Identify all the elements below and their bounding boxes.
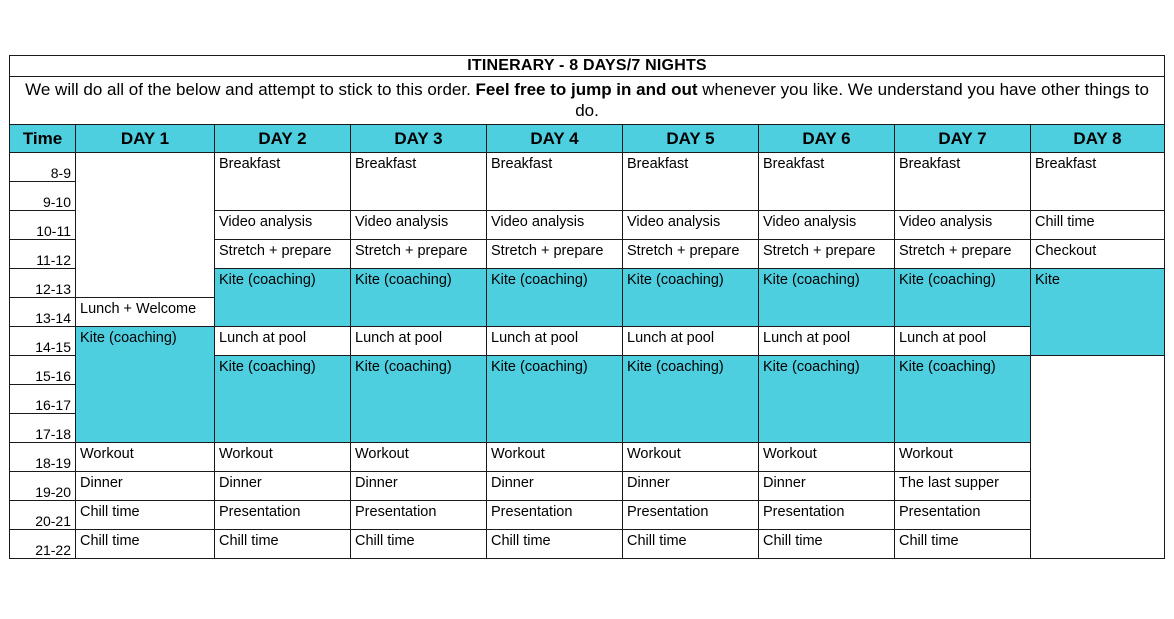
day4-chill: Chill time xyxy=(487,530,623,559)
day5-video: Video analysis xyxy=(623,211,759,240)
day3-video: Video analysis xyxy=(351,211,487,240)
day6-kite-morning: Kite (coaching) xyxy=(759,269,895,327)
day6-presentation: Presentation xyxy=(759,501,895,530)
time-label: 17-18 xyxy=(10,414,76,443)
day1-workout: Workout xyxy=(76,443,215,472)
day6-chill: Chill time xyxy=(759,530,895,559)
time-label: 19-20 xyxy=(10,472,76,501)
day6-lunch: Lunch at pool xyxy=(759,327,895,356)
day5-workout: Workout xyxy=(623,443,759,472)
day1-kite: Kite (coaching) xyxy=(76,327,215,443)
header-day-5: DAY 5 xyxy=(623,125,759,153)
day5-presentation: Presentation xyxy=(623,501,759,530)
day5-breakfast: Breakfast xyxy=(623,153,759,211)
day3-workout: Workout xyxy=(351,443,487,472)
day6-kite-afternoon: Kite (coaching) xyxy=(759,356,895,443)
header-day-3: DAY 3 xyxy=(351,125,487,153)
day5-kite-morning: Kite (coaching) xyxy=(623,269,759,327)
day3-chill: Chill time xyxy=(351,530,487,559)
header-day-6: DAY 6 xyxy=(759,125,895,153)
day7-chill: Chill time xyxy=(895,530,1031,559)
day5-dinner: Dinner xyxy=(623,472,759,501)
day4-dinner: Dinner xyxy=(487,472,623,501)
day2-video: Video analysis xyxy=(215,211,351,240)
intro-text-end: whenever you like. We understand you have other things to do. xyxy=(575,80,1149,120)
day4-kite-afternoon: Kite (coaching) xyxy=(487,356,623,443)
day7-stretch: Stretch + prepare xyxy=(895,240,1031,269)
day6-video: Video analysis xyxy=(759,211,895,240)
day1-chill-1: Chill time xyxy=(76,501,215,530)
day2-presentation: Presentation xyxy=(215,501,351,530)
day7-lunch: Lunch at pool xyxy=(895,327,1031,356)
day1-dinner: Dinner xyxy=(76,472,215,501)
header-day-1: DAY 1 xyxy=(76,125,215,153)
header-day-4: DAY 4 xyxy=(487,125,623,153)
day6-workout: Workout xyxy=(759,443,895,472)
day2-kite-afternoon: Kite (coaching) xyxy=(215,356,351,443)
day5-chill: Chill time xyxy=(623,530,759,559)
time-label: 11-12 xyxy=(10,240,76,269)
day8-breakfast: Breakfast xyxy=(1031,153,1165,211)
day8-empty xyxy=(1031,356,1165,559)
day3-kite-afternoon: Kite (coaching) xyxy=(351,356,487,443)
day4-stretch: Stretch + prepare xyxy=(487,240,623,269)
day7-kite-morning: Kite (coaching) xyxy=(895,269,1031,327)
time-label: 21-22 xyxy=(10,530,76,559)
day3-dinner: Dinner xyxy=(351,472,487,501)
day5-kite-afternoon: Kite (coaching) xyxy=(623,356,759,443)
time-label: 12-13 xyxy=(10,269,76,298)
day7-kite-afternoon: Kite (coaching) xyxy=(895,356,1031,443)
intro-text-start: We will do all of the below and attempt to stick to this order. xyxy=(25,80,476,99)
day8-checkout: Checkout xyxy=(1031,240,1165,269)
day8-chill: Chill time xyxy=(1031,211,1165,240)
day3-kite-morning: Kite (coaching) xyxy=(351,269,487,327)
time-label: 9-10 xyxy=(10,182,76,211)
day2-chill: Chill time xyxy=(215,530,351,559)
day7-presentation: Presentation xyxy=(895,501,1031,530)
day2-kite-morning: Kite (coaching) xyxy=(215,269,351,327)
intro-text-bold: Feel free to jump in and out xyxy=(475,80,698,99)
time-label: 20-21 xyxy=(10,501,76,530)
day7-dinner: The last supper xyxy=(895,472,1031,501)
day3-lunch: Lunch at pool xyxy=(351,327,487,356)
day3-breakfast: Breakfast xyxy=(351,153,487,211)
time-label: 13-14 xyxy=(10,298,76,327)
time-label: 18-19 xyxy=(10,443,76,472)
day1-empty-morning xyxy=(76,153,215,298)
day7-breakfast: Breakfast xyxy=(895,153,1031,211)
day6-breakfast: Breakfast xyxy=(759,153,895,211)
header-day-7: DAY 7 xyxy=(895,125,1031,153)
time-label: 8-9 xyxy=(10,153,76,182)
day2-dinner: Dinner xyxy=(215,472,351,501)
day2-workout: Workout xyxy=(215,443,351,472)
day4-kite-morning: Kite (coaching) xyxy=(487,269,623,327)
day1-chill-2: Chill time xyxy=(76,530,215,559)
time-label: 14-15 xyxy=(10,327,76,356)
itinerary-table xyxy=(9,55,1165,559)
header-day-8: DAY 8 xyxy=(1031,125,1165,153)
itinerary-title: ITINERARY - 8 DAYS/7 NIGHTS xyxy=(10,56,1165,77)
day8-kite: Kite xyxy=(1031,269,1165,356)
itinerary-container xyxy=(9,55,1164,559)
header-day-2: DAY 2 xyxy=(215,125,351,153)
time-label: 16-17 xyxy=(10,385,76,414)
day1-lunch-welcome: Lunch + Welcome xyxy=(76,298,215,327)
day6-stretch: Stretch + prepare xyxy=(759,240,895,269)
day2-breakfast: Breakfast xyxy=(215,153,351,211)
day2-lunch: Lunch at pool xyxy=(215,327,351,356)
day4-lunch: Lunch at pool xyxy=(487,327,623,356)
day3-stretch: Stretch + prepare xyxy=(351,240,487,269)
header-time: Time xyxy=(10,125,76,153)
day5-lunch: Lunch at pool xyxy=(623,327,759,356)
day4-workout: Workout xyxy=(487,443,623,472)
day3-presentation: Presentation xyxy=(351,501,487,530)
time-label: 15-16 xyxy=(10,356,76,385)
day5-stretch: Stretch + prepare xyxy=(623,240,759,269)
day4-breakfast: Breakfast xyxy=(487,153,623,211)
day6-dinner: Dinner xyxy=(759,472,895,501)
day7-video: Video analysis xyxy=(895,211,1031,240)
day2-stretch: Stretch + prepare xyxy=(215,240,351,269)
intro-text xyxy=(10,77,1165,125)
day4-presentation: Presentation xyxy=(487,501,623,530)
day4-video: Video analysis xyxy=(487,211,623,240)
day7-workout: Workout xyxy=(895,443,1031,472)
time-label: 10-11 xyxy=(10,211,76,240)
